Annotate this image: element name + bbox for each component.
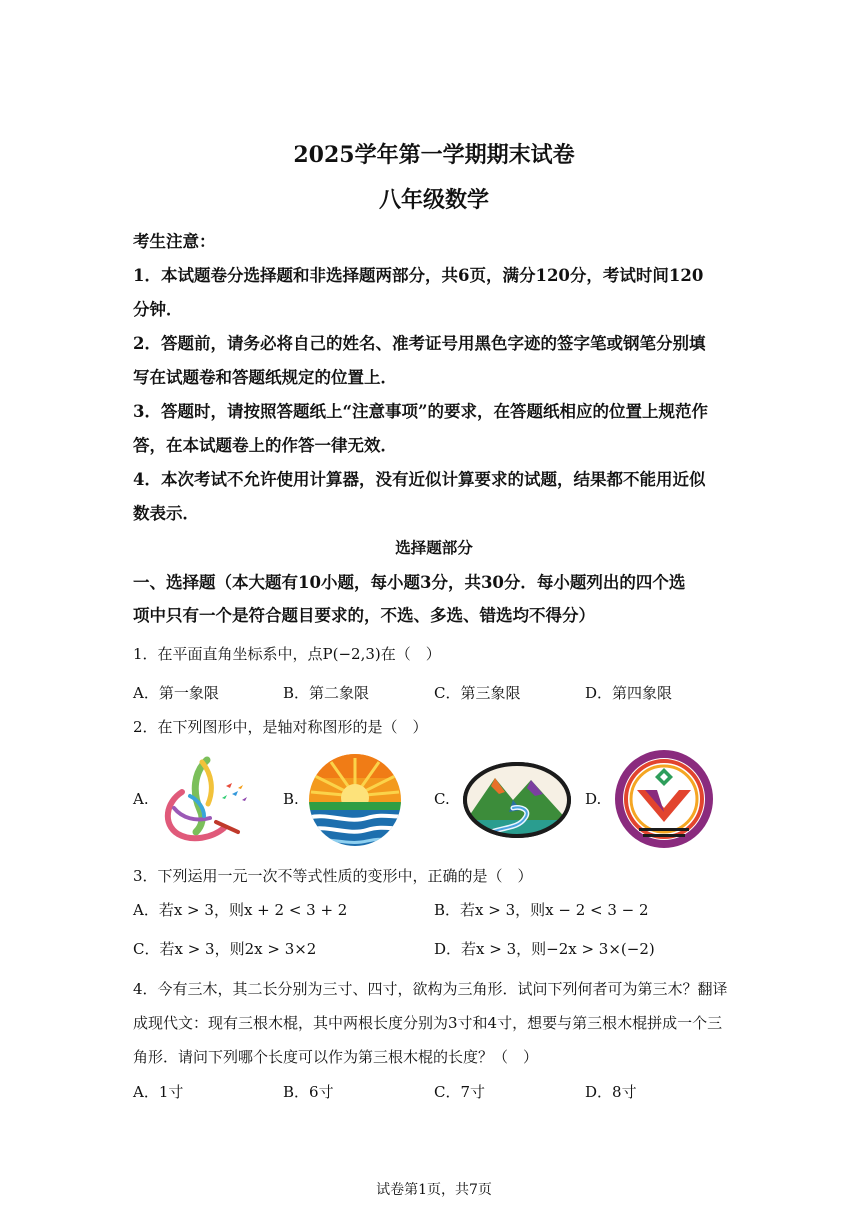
notice-line: 答，在本试题卷上的作答一律无效． — [133, 436, 397, 455]
q1-option-a: A．第一象限 — [133, 684, 219, 702]
question-3-stem: 3．下列运用一元一次不等式性质的变形中，正确的是（ ） — [133, 867, 533, 885]
q2-option-a-letter: A. — [133, 790, 149, 808]
mountain-river-oval-logo-icon — [461, 760, 573, 840]
q3-option-d: D．若x > 3，则−2x > 3×(−2) — [434, 940, 655, 958]
section-title: 选择题部分 — [395, 538, 473, 557]
notice-line: 分钟． — [133, 300, 183, 319]
q2-option-d-letter: D. — [585, 790, 602, 808]
calligraphy-figure-logo-icon — [152, 752, 252, 848]
q3-option-a: A．若x > 3，则x + 2 < 3 + 2 — [133, 901, 348, 919]
q2-option-c-letter: C. — [434, 790, 450, 808]
sunrise-over-water-logo-icon — [307, 752, 403, 848]
q4-option-b: B．6寸 — [283, 1083, 334, 1101]
notice-line: 2．答题前，请务必将自己的姓名、准考证号用黑色字迹的签字笔或钢笔分别填 — [133, 334, 706, 353]
exam-subtitle: 八年级数学 — [378, 187, 489, 213]
notice-line: 写在试题卷和答题纸规定的位置上． — [133, 368, 397, 387]
q3-option-c: C．若x > 3，则2x > 3×2 — [133, 940, 317, 958]
section-instruction: 项中只有一个是符合题目要求的，不选、多选、错选均不得分） — [133, 606, 595, 625]
notice-line: 1．本试题卷分选择题和非选择题两部分，共6页，满分120分，考试时间120 — [133, 266, 704, 285]
notice-heading: 考生注意： — [133, 232, 216, 251]
q4-option-a: A．1寸 — [133, 1083, 184, 1101]
notice-line: 数表示． — [133, 504, 199, 523]
q1-option-c: C．第三象限 — [434, 684, 521, 702]
page-footer: 试卷第1页，共7页 — [376, 1182, 492, 1198]
exam-title: 2025学年第一学期期末试卷 — [293, 142, 575, 168]
q4-option-d: D．8寸 — [585, 1083, 637, 1101]
q4-option-c: C．7寸 — [434, 1083, 486, 1101]
notice-line: 4．本次考试不允许使用计算器，没有近似计算要求的试题，结果都不能用近似 — [133, 470, 706, 489]
question-4-stem-line: 角形．请问下列哪个长度可以作为第三根木棍的长度？（ ） — [133, 1048, 539, 1066]
q1-option-b: B．第二象限 — [283, 684, 370, 702]
q3-option-b: B．若x > 3，则x − 2 < 3 − 2 — [434, 901, 649, 919]
question-1-stem: 1．在平面直角坐标系中，点P(−2,3)在（ ） — [133, 645, 441, 663]
question-4-stem-line: 4．今有三木，其二长分别为三寸、四寸，欲构为三角形．试问下列何者可为第三木？翻译 — [133, 980, 728, 998]
circle-v-diamond-logo-icon — [615, 750, 713, 848]
q1-option-d: D．第四象限 — [585, 684, 673, 702]
notice-line: 3．答题时，请按照答题纸上“注意事项”的要求，在答题纸相应的位置上规范作 — [133, 402, 708, 421]
q2-option-b-letter: B. — [283, 790, 299, 808]
question-2-stem: 2．在下列图形中，是轴对称图形的是（ ） — [133, 718, 428, 736]
question-4-stem-line: 成现代文：现有三根木棍，其中两根长度分别为3寸和4寸，想要与第三根木棍拼成一个三 — [133, 1014, 723, 1032]
section-instruction: 一、选择题（本大题有10小题，每小题3分，共30分．每小题列出的四个选 — [133, 573, 686, 592]
